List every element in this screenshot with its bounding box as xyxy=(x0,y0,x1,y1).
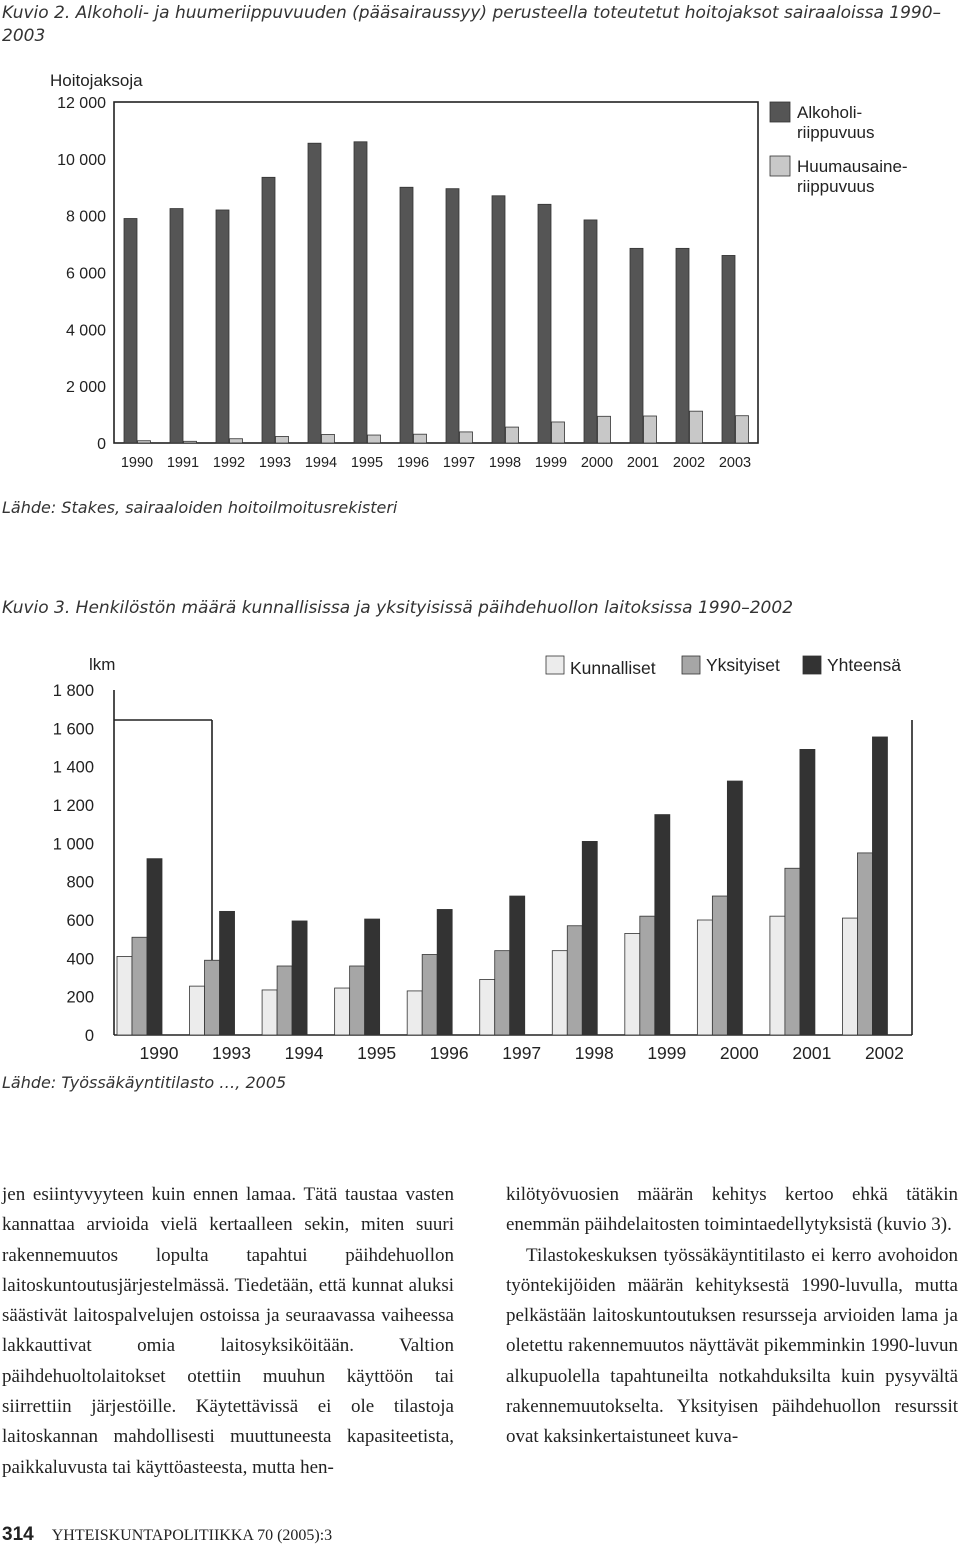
x-tick-label: 1997 xyxy=(442,455,476,471)
x-tick-label: 2000 xyxy=(719,1043,759,1063)
y-tick-label: 0 xyxy=(84,1027,94,1045)
bar-yhteensä-2001 xyxy=(800,749,815,1035)
y-tick-label: 1 400 xyxy=(52,758,94,777)
bar-alkoholi-1996 xyxy=(400,187,413,443)
legend-label: riippuvuus xyxy=(797,123,875,142)
x-tick-label: 1996 xyxy=(429,1043,469,1063)
bar-huume-1997 xyxy=(460,432,473,443)
x-tick-label: 2000 xyxy=(580,455,614,471)
bar-alkoholi-1999 xyxy=(538,204,551,443)
legend-swatch xyxy=(682,656,700,674)
bar-alkoholi-1990 xyxy=(124,219,137,443)
y-axis-title: Hoitojaksoja xyxy=(50,71,143,90)
bar-yhteensä-1998 xyxy=(582,841,597,1035)
bar-kunnalliset-1999 xyxy=(625,933,640,1035)
bar-huume-1992 xyxy=(230,439,243,443)
x-tick-label: 1992 xyxy=(212,455,246,471)
legend-label: Yksityiset xyxy=(706,655,780,675)
bar-yksityiset-1990 xyxy=(132,937,147,1035)
journal-name: YHTEISKUNTAPOLITIIKKA 70 (2005):3 xyxy=(51,1527,333,1544)
x-tick-label: 2002 xyxy=(864,1043,904,1063)
body-right-column xyxy=(506,1180,958,1453)
legend-label: Yhteensä xyxy=(827,655,901,675)
legend-label: Huumausaine- xyxy=(797,157,908,176)
x-tick-label: 2001 xyxy=(626,455,660,471)
bar-yksityiset-1995 xyxy=(350,966,365,1035)
x-tick-label: 2003 xyxy=(718,455,752,471)
y-tick-label: 600 xyxy=(66,912,94,930)
bar-alkoholi-1994 xyxy=(308,143,321,443)
figure2-source: Lähde: Stakes, sairaaloiden hoitoilmoitusrekisteri xyxy=(2,498,398,517)
bar-huume-2003 xyxy=(736,416,749,443)
bar-yhteensä-1993 xyxy=(220,911,235,1035)
legend-label: riippuvuus xyxy=(797,177,875,196)
y-tick-label: 10 000 xyxy=(57,151,106,169)
y-tick-label: 200 xyxy=(66,988,94,1007)
bar-kunnalliset-1994 xyxy=(262,990,277,1035)
bar-huume-1999 xyxy=(552,422,565,443)
bar-kunnalliset-2001 xyxy=(770,916,785,1035)
bar-huume-2001 xyxy=(644,416,657,443)
figure3-chart xyxy=(0,640,960,1080)
y-axis-title: lkm xyxy=(89,655,116,674)
bar-yksityiset-1997 xyxy=(495,951,510,1035)
page-footer xyxy=(2,1524,332,1546)
bar-alkoholi-2001 xyxy=(630,248,643,443)
bar-alkoholi-1998 xyxy=(492,196,505,443)
legend-swatch xyxy=(770,102,790,122)
bar-yhteensä-1996 xyxy=(437,909,452,1035)
x-tick-label: 1998 xyxy=(488,455,522,471)
plot-frame xyxy=(114,102,758,443)
body-paragraph: jen esiintyvyyteen kuin ennen lamaa. Tätä taustaa vasten kannattaa arvioida vielä kertaalleen sekin, miten suuri rakennemuutos lopulta tapahtui päihdehuollon laitoskuntoutusjärjestelmässä. Tiedetään, että kunnat aluksi säästivät laitospalvelujen ostoissa ja seuraavassa vaiheessa lakkauttivat omia laitosyksiköitään. Valtion päihdehuoltolaitokset otettiin muuhun käyttöön tai siirrettiin järjestöille. Käytettävissä ei ole tilastoja laitoskannan mahdollisesti muuttuneesta kapasiteetista, paikkaluvusta tai käyttöasteesta, mutta hen- xyxy=(2,1184,454,1478)
y-tick-label: 2 000 xyxy=(65,379,106,397)
bar-alkoholi-1993 xyxy=(262,177,275,443)
y-tick-label: 1 200 xyxy=(52,797,94,815)
bar-huume-1996 xyxy=(414,434,427,443)
bar-huume-2002 xyxy=(690,411,703,443)
figure3-source: Lähde: Työssäkäyntitilasto …, 2005 xyxy=(2,1073,287,1092)
body-left-column xyxy=(2,1180,454,1483)
x-tick-label: 1993 xyxy=(258,455,292,471)
y-tick-label: 4 000 xyxy=(65,322,106,340)
bar-yksityiset-2000 xyxy=(712,896,727,1035)
y-tick-label: 0 xyxy=(97,436,106,453)
bar-yksityiset-2002 xyxy=(857,853,872,1035)
bar-yksityiset-2001 xyxy=(785,868,800,1035)
bar-yhteensä-1999 xyxy=(655,815,670,1035)
x-tick-label: 1990 xyxy=(120,455,154,471)
y-tick-label: 6 000 xyxy=(65,265,106,283)
bar-kunnalliset-1997 xyxy=(480,979,495,1035)
x-tick-label: 1997 xyxy=(502,1043,542,1063)
bar-alkoholi-1995 xyxy=(354,142,367,443)
x-tick-label: 1990 xyxy=(139,1043,179,1063)
x-tick-label: 1994 xyxy=(284,1043,324,1063)
y-tick-label: 1 800 xyxy=(52,682,94,700)
x-tick-label: 1995 xyxy=(357,1043,397,1063)
bar-kunnalliset-1998 xyxy=(552,951,567,1035)
bar-huume-2000 xyxy=(598,416,611,443)
legend-swatch xyxy=(770,156,790,176)
y-tick-label: 800 xyxy=(66,873,94,892)
figure2-caption: Kuvio 2. Alkoholi- ja huumeriippuvuuden (pääsairaussyy) perusteella toteutetut hoitojaksot sairaaloissa 1990–2003 xyxy=(2,3,942,46)
y-tick-label: 12 000 xyxy=(57,95,106,112)
bar-huume-1990 xyxy=(138,441,151,443)
bar-kunnalliset-1990 xyxy=(117,956,132,1035)
x-tick-label: 1991 xyxy=(166,455,200,471)
bar-alkoholi-2000 xyxy=(584,220,597,443)
y-tick-label: 1 000 xyxy=(52,835,94,854)
bar-yhteensä-2002 xyxy=(872,737,887,1035)
x-tick-label: 1996 xyxy=(396,455,430,471)
x-tick-label: 1999 xyxy=(534,455,568,471)
bar-huume-1994 xyxy=(322,434,335,443)
page-number: 314 xyxy=(2,1524,34,1545)
bar-alkoholi-1991 xyxy=(170,209,183,443)
legend-label: Kunnalliset xyxy=(570,658,656,678)
bar-alkoholi-2002 xyxy=(676,248,689,443)
x-tick-label: 1993 xyxy=(212,1043,251,1063)
figure3-caption: Kuvio 3. Henkilöstön määrä kunnallisissa ja yksityisissä päihdehuollon laitoksissa 1990–2002 xyxy=(2,598,794,618)
body-paragraph: Tilastokeskuksen työssäkäyntitilasto ei kerro avohoidon työntekijöiden määrän kehityksestä 1990-luvulla, mutta pelkästään laitoskuntoutuksen resursseja arvioiden lama ja oletettu rakennemuutos näyttävät pikemminkin 1990-luvun alkupuolella tapahtuneilta notkahduksilta kuin pysyvältä rakennemuutokselta. Yksityisen päihdehuollon resurssit ovat kaksinkertaistuneet kuva- xyxy=(506,1244,958,1448)
bar-alkoholi-1997 xyxy=(446,189,459,443)
legend-label: Alkoholi- xyxy=(797,103,863,122)
bar-kunnalliset-1995 xyxy=(335,988,350,1035)
x-tick-label: 2001 xyxy=(792,1043,832,1063)
x-tick-label: 1994 xyxy=(304,455,338,471)
figure2-chart xyxy=(0,60,960,540)
bar-alkoholi-2003 xyxy=(722,255,735,443)
bar-yhteensä-2000 xyxy=(727,781,742,1035)
bar-yksityiset-1994 xyxy=(277,966,292,1035)
bar-kunnalliset-1996 xyxy=(407,991,422,1035)
y-tick-label: 1 600 xyxy=(52,720,94,739)
bar-alkoholi-1992 xyxy=(216,210,229,443)
x-tick-label: 1999 xyxy=(647,1043,687,1063)
bar-yksityiset-1996 xyxy=(422,955,437,1036)
bar-yksityiset-1998 xyxy=(567,926,582,1035)
bar-huume-1995 xyxy=(368,435,381,443)
bar-kunnalliset-2000 xyxy=(697,920,712,1035)
bar-yksityiset-1999 xyxy=(640,916,655,1035)
bar-kunnalliset-1993 xyxy=(190,986,205,1035)
legend-swatch xyxy=(803,656,821,674)
bar-huume-1998 xyxy=(506,427,519,443)
bar-yhteensä-1997 xyxy=(510,896,525,1035)
x-tick-label: 1998 xyxy=(574,1043,614,1063)
bar-yhteensä-1995 xyxy=(365,919,380,1035)
bar-kunnalliset-2002 xyxy=(842,918,857,1035)
x-tick-label: 2002 xyxy=(672,455,706,471)
body-paragraph: kilötyövuosien määrän kehitys kertoo ehkä tätäkin enemmän päihdelaitosten toimintaedellytyksistä (kuvio 3). xyxy=(506,1184,958,1236)
y-tick-label: 8 000 xyxy=(65,208,106,226)
bar-yksityiset-1993 xyxy=(205,960,220,1035)
x-tick-label: 1995 xyxy=(350,455,384,471)
bar-yhteensä-1990 xyxy=(147,859,162,1035)
legend-swatch xyxy=(546,656,564,674)
bar-huume-1993 xyxy=(276,436,289,443)
y-tick-label: 400 xyxy=(66,950,94,969)
bar-huume-1991 xyxy=(184,441,197,443)
bar-yhteensä-1994 xyxy=(292,921,307,1035)
